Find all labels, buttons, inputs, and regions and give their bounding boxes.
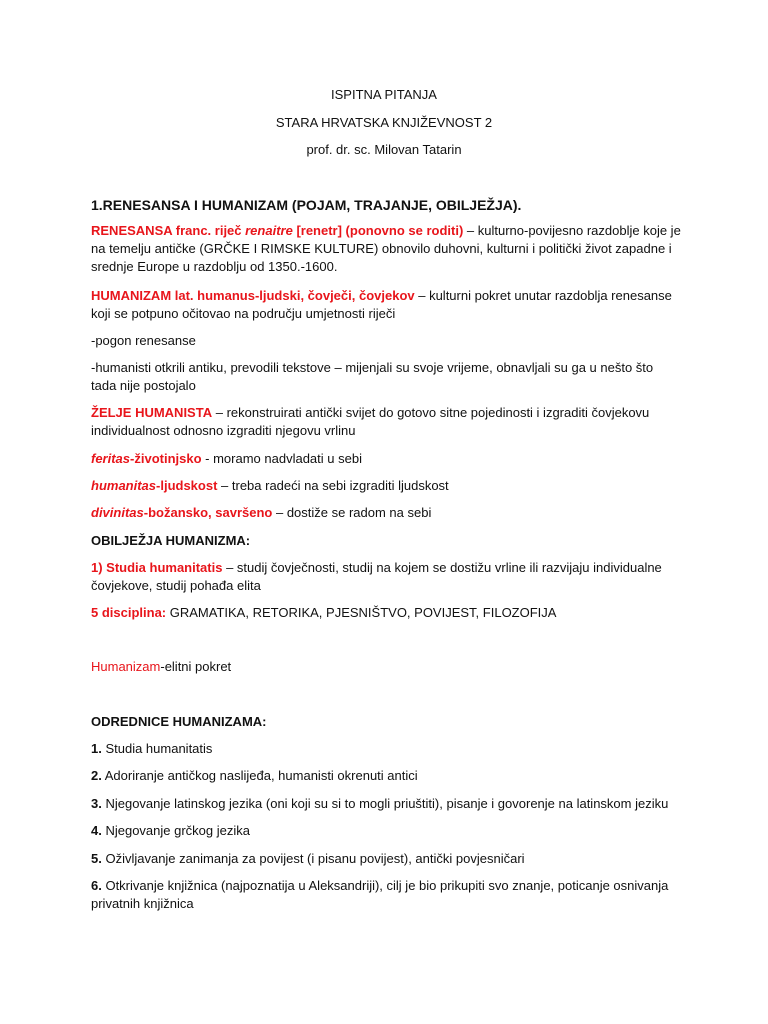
list-item-number: 6.	[91, 878, 102, 893]
term-renesansa: RENESANSA franc. riječ	[91, 223, 246, 238]
section-heading-1: 1.RENESANSA I HUMANIZAM (POJAM, TRAJANJE, OBILJEŽJA).	[91, 197, 522, 213]
list-item	[91, 822, 681, 840]
definition-renesansa: – kulturno-povijesno razdoblje koje je na temelju antičke (GRČKE I RIMSKE KULTURE) obnovilo duhovni, kulturni i politički život zapadne i srednje Europe u razdoblju od 1350.-1600.	[91, 223, 681, 274]
list-item-text: Njegovanje grčkog jezika	[101, 823, 250, 838]
paragraph-feritas	[91, 450, 681, 468]
list-item	[91, 877, 681, 913]
definition-studia: – studij čovječnosti, studij na kojem se dostižu vrline ili razvijaju individualne čovjekove, studij pohađa elita	[91, 560, 662, 593]
paragraph-discipline	[91, 604, 681, 622]
term-zelje-humanista: ŽELJE HUMANISTA	[91, 405, 213, 420]
definition-humanitas: – treba radeći na sebi izgraditi ljudskost	[217, 478, 449, 493]
list-item-text: Adoriranje antičkog naslijeđa, humanisti okrenuti antici	[101, 768, 418, 783]
list-item-text: Studia humanitatis	[101, 741, 213, 756]
term-divinitas: divinitas	[91, 505, 144, 520]
paragraph-renesansa	[91, 222, 681, 276]
list-item-number: 1.	[91, 741, 102, 756]
paragraph-studia	[91, 559, 681, 595]
paragraph-humanitas	[91, 477, 681, 495]
definition-elitni: -elitni pokret	[160, 659, 232, 674]
paragraph-pogon: -pogon renesanse	[91, 333, 196, 348]
term-renaitre: renaitre	[245, 223, 293, 238]
list-item-text: Oživljavanje zanimanja za povijest (i pisanu povijest), antički povjesničari	[101, 851, 525, 866]
paragraph-zelje	[91, 404, 681, 440]
header-title: ISPITNA PITANJA	[331, 87, 437, 102]
list-item-number: 3.	[91, 796, 102, 811]
term-ljudskost: -ljudskost	[156, 478, 218, 493]
list-item-number: 4.	[91, 823, 102, 838]
list-item-number: 5.	[91, 851, 102, 866]
term-zivotinjsko: -životinjsko	[130, 451, 202, 466]
paragraph-humanisti: -humanisti otkrili antiku, prevodili tekstove – mijenjali su svoje vrijeme, obnavljali su ga u nešto što tada nije postojalo	[91, 360, 654, 393]
definition-zelje: – rekonstruirati antički svijet do gotovo sitne pojedinosti i izgraditi čovjekovu individualnost odnosno izgraditi njegovu vrlinu	[91, 405, 650, 438]
definition-humanizam: – kulturni pokret unutar razdoblja renesanse koji se potpuno očitovao na području umjetnosti riječi	[91, 288, 672, 321]
list-item	[91, 850, 681, 868]
term-humanitas: humanitas	[91, 478, 157, 493]
list-item	[91, 767, 681, 785]
list-item-number: 2.	[91, 768, 102, 783]
definition-feritas: - moramo nadvladati u sebi	[201, 451, 362, 466]
term-pronunciation: [renetr] (ponovno se roditi)	[292, 223, 464, 238]
term-studia-humanitatis: 1) Studia humanitatis	[91, 560, 223, 575]
section-heading-obiljezja: OBILJEŽJA HUMANIZMA:	[91, 533, 251, 548]
term-bozansko: -božansko, savršeno	[143, 505, 273, 520]
list-item	[91, 795, 681, 813]
header-professor: prof. dr. sc. Milovan Tatarin	[306, 142, 462, 157]
term-humanizam-elitni: Humanizam	[91, 659, 161, 674]
list-item	[91, 740, 681, 758]
paragraph-humanizam	[91, 287, 681, 323]
list-item-text: Otkrivanje knjižnica (najpoznatija u Aleksandriji), cilj je bio prikupiti svo znanje, poticanje osnivanja privatnih knjižnica	[91, 878, 669, 911]
section-heading-odrednice: ODREDNICE HUMANIZAMA:	[91, 714, 267, 729]
header-course: STARA HRVATSKA KNJIŽEVNOST 2	[275, 115, 493, 130]
paragraph-elitni	[91, 658, 681, 676]
term-feritas: feritas	[91, 451, 131, 466]
list-discipline: GRAMATIKA, RETORIKA, PJESNIŠTVO, POVIJEST, FILOZOFIJA	[166, 605, 557, 620]
paragraph-divinitas	[91, 504, 681, 522]
list-item-text: Njegovanje latinskog jezika (oni koji su si to mogli priuštiti), pisanje i govorenje na latinskom jeziku	[101, 796, 669, 811]
term-5-disciplina: 5 disciplina:	[91, 605, 167, 620]
definition-divinitas: – dostiže se radom na sebi	[272, 505, 432, 520]
term-humanizam: HUMANIZAM lat. humanus-ljudski, čovječi, čovjekov	[91, 288, 415, 303]
